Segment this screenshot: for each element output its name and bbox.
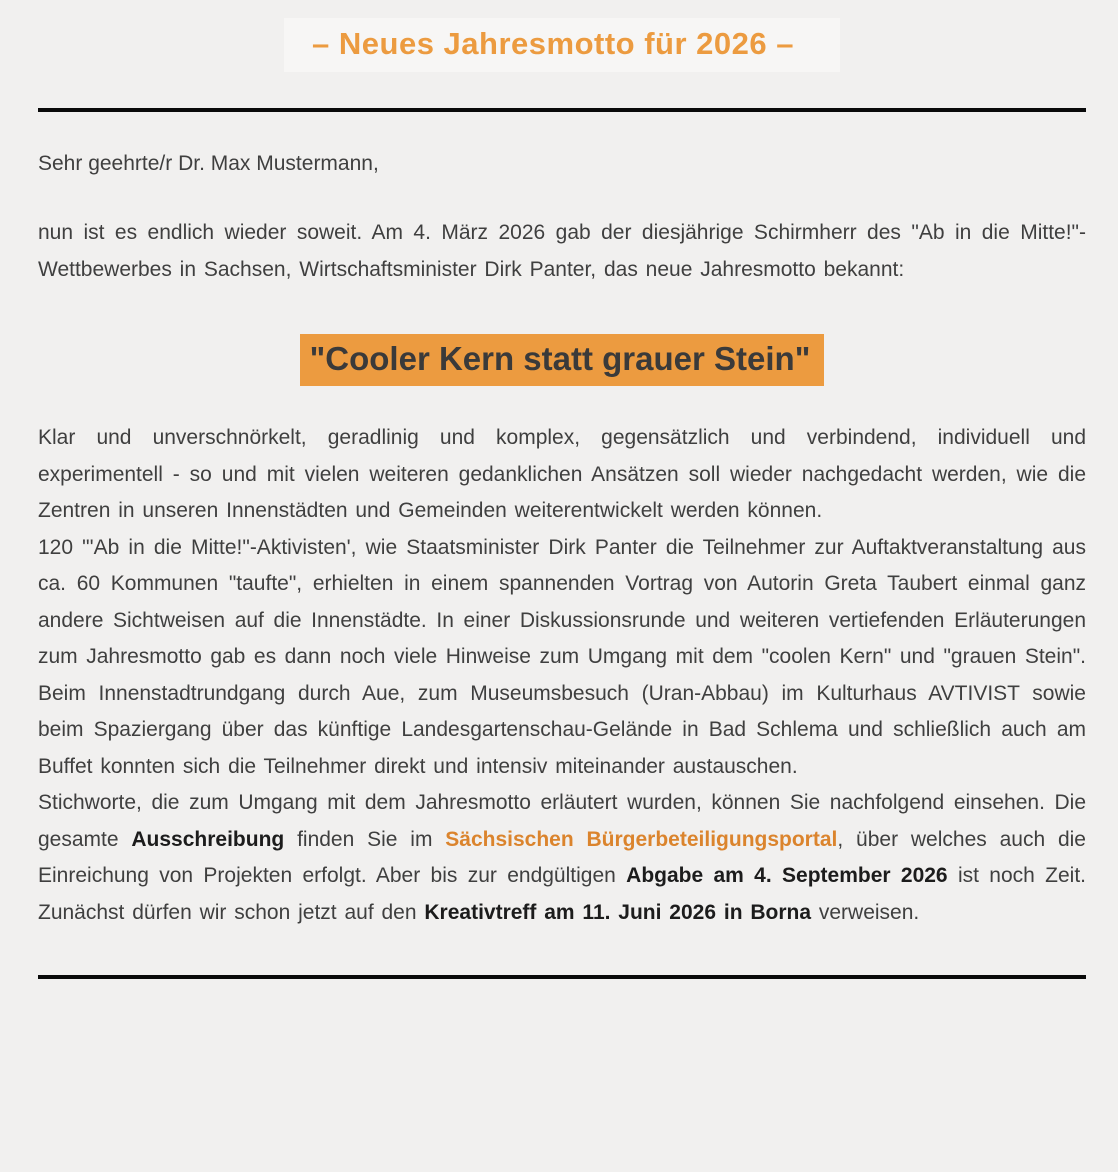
body-paragraph-1: Klar und unverschnörkelt, geradlinig und komplex, gegensätzlich und verbindend, individuell und experimentell - so und mit vielen weiteren gedanklichen Ansätzen soll wieder nachgedacht werden, wie die Zentren in unseren Innenstädten und Gemeinden weiterentwickelt werden können. bbox=[38, 426, 1086, 522]
motto-highlight: "Cooler Kern statt grauer Stein" bbox=[300, 334, 825, 386]
bold-text: Ausschreibung bbox=[131, 827, 285, 851]
greeting: Sehr geehrte/r Dr. Max Mustermann, bbox=[38, 152, 379, 175]
motto-line bbox=[38, 334, 1086, 386]
body-paragraph-3 bbox=[38, 785, 1086, 931]
page-title bbox=[38, 18, 1086, 72]
paragraph-text: , über welches auch die Einreichung von Projekten erfolgt. Aber bis zur endgültigen bbox=[38, 827, 1086, 887]
paragraph-text: ist noch Zeit. Zunächst dürfen wir schon jetzt auf den bbox=[38, 864, 1086, 924]
top-divider bbox=[38, 108, 1086, 112]
buergerbeteiligungsportal-link[interactable]: Sächsischen Bürgerbeteiligungsportal bbox=[445, 827, 838, 851]
body-paragraph-2: 120 "'Ab in die Mitte!"-Aktivisten', wie Staatsminister Dirk Panter die Teilnehmer zur Auftaktveranstaltung aus ca. 60 Kommunen "taufte", erhielten in einem spannenden Vortrag von Autorin Greta Taubert einmal ganz andere Sichtweisen auf die Innenstädte. In einer Diskussionsrunde und weiteren vertiefenden Erläuterungen zum Jahresmotto gab es dann noch viele Hinweise zum Umgang mit dem "coolen Kern" und "grauen Stein". Beim Innenstadtrundgang durch Aue, zum Museumsbesuch (Uran-Abbau) im Kulturhaus AVTIVIST sowie beim Spaziergang über das künftige Landesgartenschau-Gelände in Bad Schlema und schließlich auch am Buffet konnten sich die Teilnehmer direkt und intensiv miteinander austauschen. bbox=[38, 535, 1086, 778]
paragraph-text: verweisen. bbox=[811, 900, 920, 924]
page-title-text: – Neues Jahresmotto für 2026 – bbox=[284, 18, 840, 72]
bold-text: Kreativtreff am 11. Juni 2026 in Borna bbox=[424, 900, 812, 924]
bold-text: Abgabe am 4. September 2026 bbox=[626, 864, 948, 887]
intro-paragraph: nun ist es endlich wieder soweit. Am 4. März 2026 gab der diesjährige Schirmherr des "Ab in die Mitte!"-Wettbewerbes in Sachsen, Wirtschaftsminister Dirk Panter, das neue Jahresmotto bekannt: bbox=[38, 221, 1086, 281]
bottom-divider bbox=[38, 975, 1086, 979]
paragraph-text: Stichworte, die zum Umgang mit dem Jahresmotto erläutert wurden, können Sie nachfolgend einsehen. Die gesamte bbox=[38, 791, 1086, 851]
paragraph-text: finden Sie im bbox=[284, 827, 446, 851]
